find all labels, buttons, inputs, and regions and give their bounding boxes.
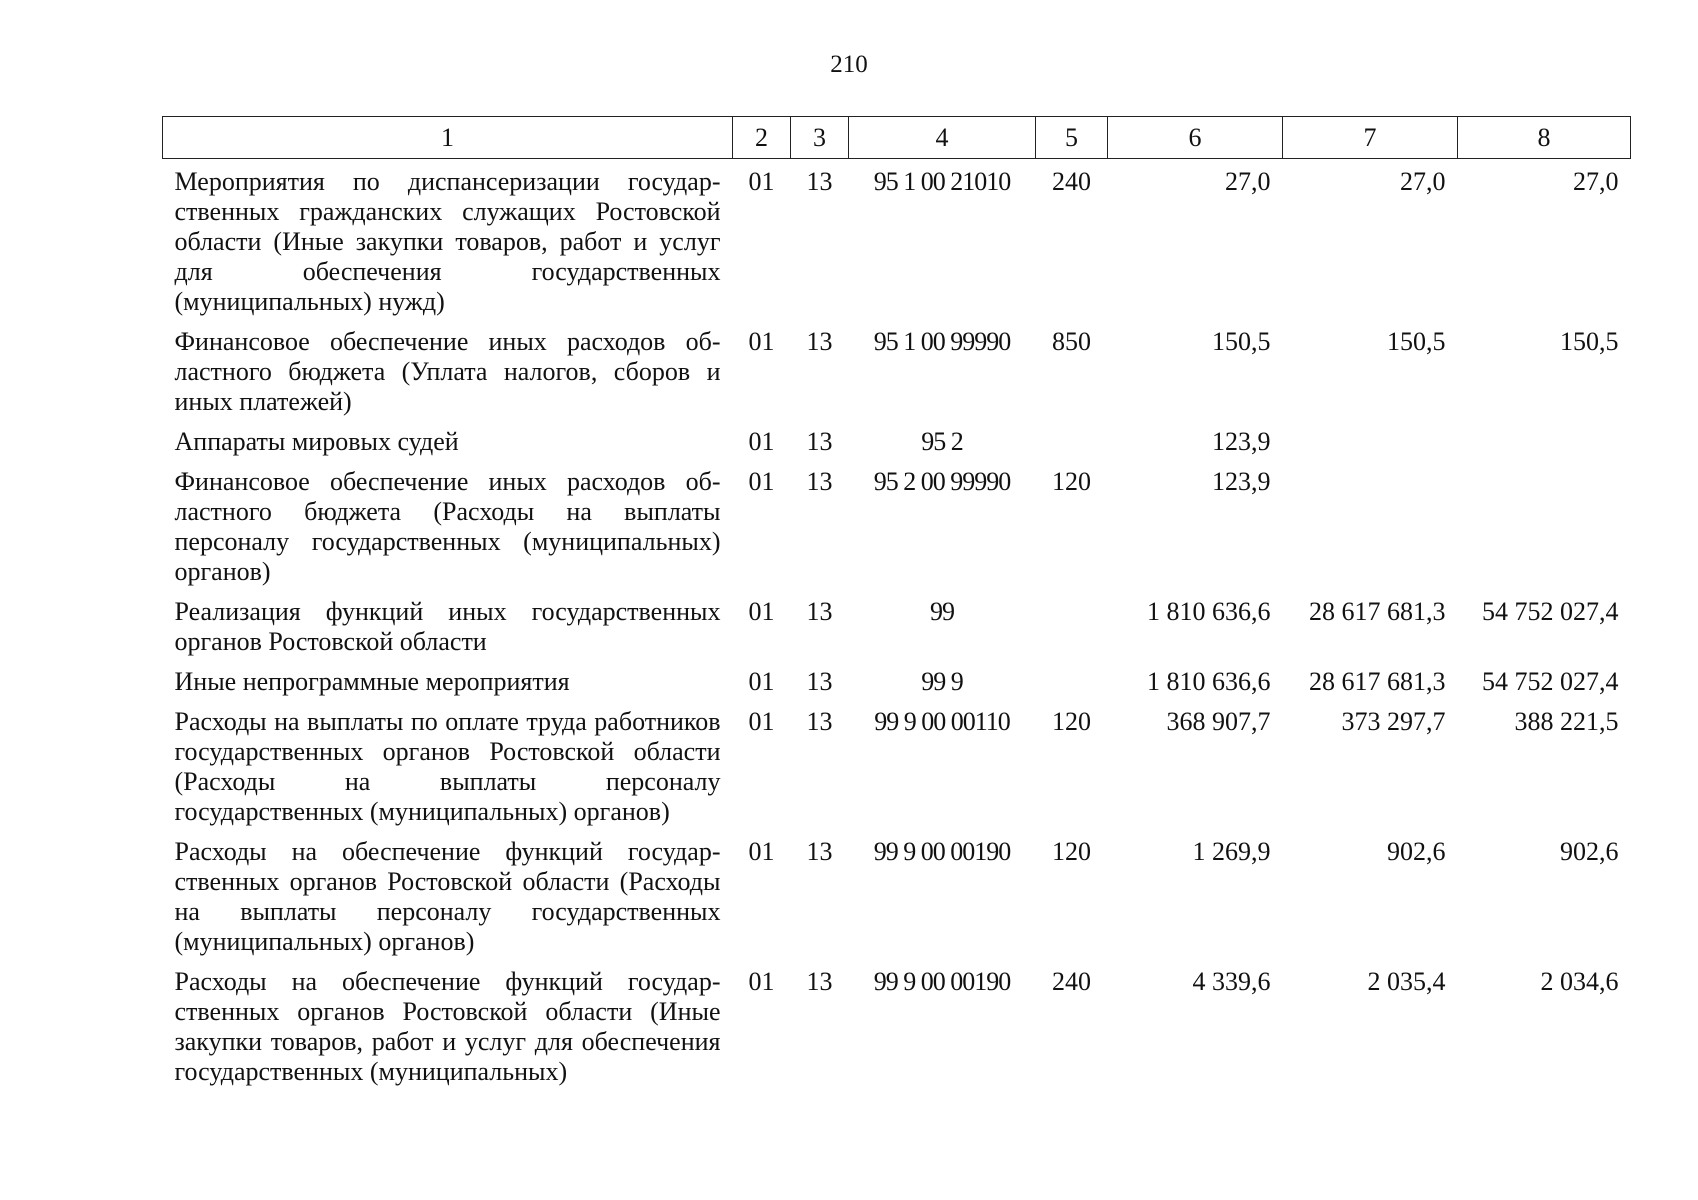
expense-type-code: 240 [1052,167,1091,196]
target-article-code: 95 2 00 99990 [873,467,1011,496]
amount-column-8: 902,6 [1560,837,1619,866]
amount-column-6: 1 269,9 [1192,837,1271,866]
subsection-code: 13 [806,837,833,866]
target-article-code: 95 2 [921,427,963,456]
expense-item-name: Мероприятия по диспансеризации государственных гражданских служащих Ростовской области (Иные закупки товаров, работ и услуг для обеспечения государственных (муниципальных) нужд) [174,167,721,316]
table-row [163,159,1631,318]
section-code: 01 [748,467,775,496]
expense-item-name: Расходы на обеспечение функций государственных органов Ростовской области (Иные закупки товаров, работ и услуг для обеспечения государственных (муниципальных) [174,967,721,1086]
subsection-code: 13 [806,967,833,996]
amount-column-7 [1283,417,1458,457]
amount-column-8: 150,5 [1560,327,1619,356]
subsection-code: 13 [806,707,833,736]
section-code: 01 [748,707,775,736]
column-number-header: 4 [849,117,1036,159]
amount-column-6: 123,9 [1212,467,1271,496]
expense-item-name: Аппараты мировых судей [174,427,459,456]
column-number-header-row [163,117,1631,159]
amount-column-8 [1458,457,1631,587]
expense-type-code: 240 [1052,967,1091,996]
column-number-header: 2 [733,117,791,159]
subsection-code: 13 [806,467,833,496]
expense-item-name: Расходы на выплаты по оплате труда работников государственных органов Ростовской области (Расходы на выплаты персоналу государственных (муниципальных) органов) [174,707,721,826]
expense-type-code: 120 [1052,837,1091,866]
amount-column-6: 4 339,6 [1192,967,1271,996]
expense-type-code [1036,587,1108,657]
table-row [163,697,1631,827]
subsection-code: 13 [806,167,833,196]
amount-column-8: 27,0 [1573,167,1619,196]
amount-column-7: 28 617 681,3 [1309,597,1446,626]
amount-column-7: 902,6 [1387,837,1446,866]
table-row [163,317,1631,417]
amount-column-6: 123,9 [1212,427,1271,456]
section-code: 01 [748,667,775,696]
subsection-code: 13 [806,327,833,356]
amount-column-8: 388 221,5 [1514,707,1619,736]
subsection-code: 13 [806,427,833,456]
amount-column-8 [1458,417,1631,457]
expense-type-code: 120 [1052,707,1091,736]
column-number-header: 6 [1108,117,1283,159]
amount-column-7: 373 297,7 [1341,707,1446,736]
table-row [163,417,1631,457]
table-row [163,457,1631,587]
expense-item-name: Финансовое обеспечение иных расходов областного бюджета (Уплата налогов, сборов и иных платежей) [174,327,721,416]
table-row [163,957,1631,1087]
table-row [163,827,1631,957]
amount-column-7: 2 035,4 [1367,967,1446,996]
subsection-code: 13 [806,667,833,696]
amount-column-7: 150,5 [1387,327,1446,356]
target-article-code: 99 9 00 00190 [873,837,1011,866]
column-number-header: 8 [1458,117,1631,159]
target-article-code: 95 1 00 99990 [873,327,1011,356]
target-article-code: 99 9 [921,667,963,696]
amount-column-7: 28 617 681,3 [1309,667,1446,696]
table-row [163,587,1631,657]
amount-column-6: 1 810 636,6 [1147,667,1271,696]
amount-column-7 [1283,457,1458,587]
expense-item-name: Финансовое обеспечение иных расходов областного бюджета (Расходы на выплаты персоналу государственных (муниципальных) органов) [174,467,721,586]
section-code: 01 [748,967,775,996]
amount-column-6: 27,0 [1225,167,1271,196]
expense-type-code: 120 [1052,467,1091,496]
target-article-code: 99 9 00 00190 [873,967,1011,996]
target-article-code: 99 9 00 00110 [874,707,1010,736]
amount-column-7: 27,0 [1400,167,1446,196]
column-number-header: 1 [163,117,733,159]
amount-column-8: 2 034,6 [1540,967,1619,996]
expense-type-code [1036,417,1108,457]
table-row [163,657,1631,697]
amount-column-8: 54 752 027,4 [1482,667,1619,696]
expense-item-name: Реализация функций иных государственных органов Ростовской области [174,597,721,656]
target-article-code: 99 [930,597,954,626]
target-article-code: 95 1 00 21010 [873,167,1011,196]
section-code: 01 [748,327,775,356]
amount-column-8: 54 752 027,4 [1482,597,1619,626]
column-number-header: 7 [1283,117,1458,159]
expense-type-code: 850 [1052,327,1091,356]
amount-column-6: 150,5 [1212,327,1271,356]
subsection-code: 13 [806,597,833,626]
page-number: 210 [830,51,868,78]
section-code: 01 [748,837,775,866]
expense-item-name: Расходы на обеспечение функций государственных органов Ростовской области (Расходы на выплаты персоналу государственных (муниципальных) органов) [174,837,721,956]
budget-table [162,116,1631,1087]
amount-column-6: 1 810 636,6 [1147,597,1271,626]
expense-type-code [1036,657,1108,697]
column-number-header: 3 [791,117,849,159]
section-code: 01 [748,597,775,626]
amount-column-6: 368 907,7 [1166,707,1271,736]
section-code: 01 [748,427,775,456]
section-code: 01 [748,167,775,196]
expense-item-name: Иные непрограммные мероприятия [174,667,570,696]
column-number-header: 5 [1036,117,1108,159]
